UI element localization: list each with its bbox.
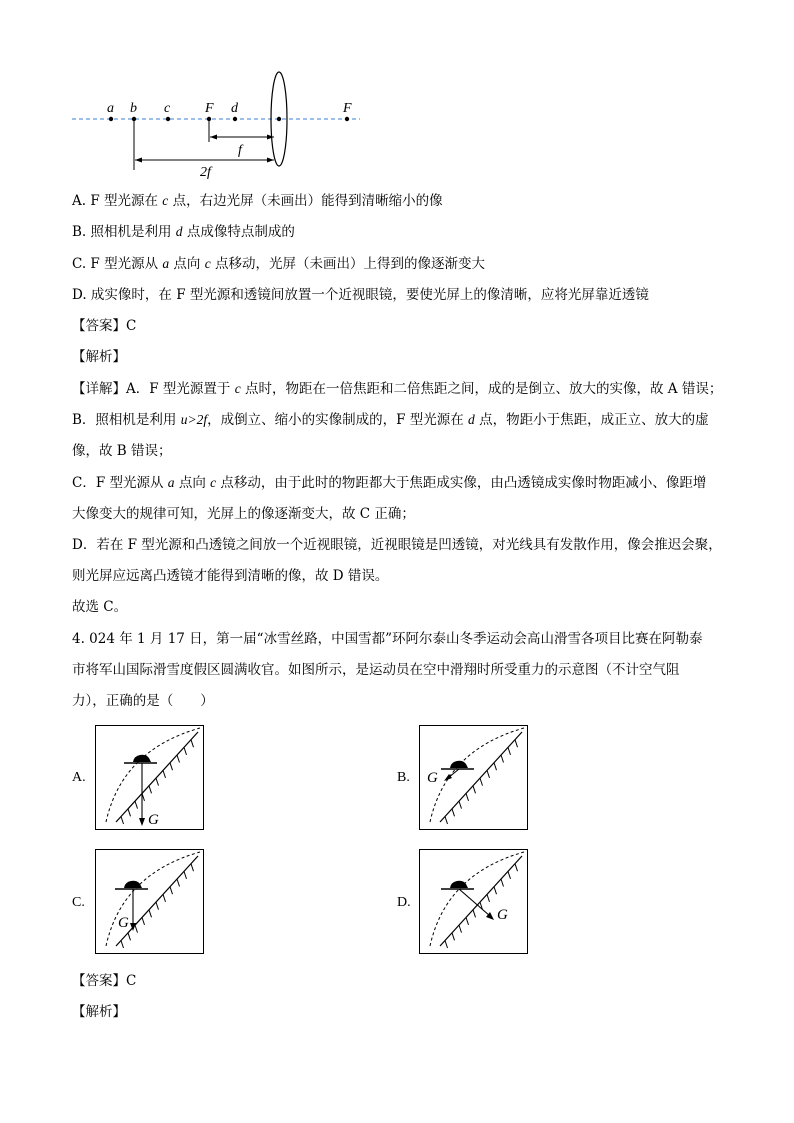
q4-option-a-drawing	[96, 726, 202, 828]
slope-hatch	[121, 864, 194, 948]
q3-detail-line-7: 则光屏应远离凸透镜才能得到清晰的像，故 D 错误。	[72, 568, 389, 584]
point-d	[233, 117, 237, 121]
q3-answer	[72, 317, 136, 335]
q4-stem-line-1: 4. 024 年 1 月 17 日，第一届“冰雪丝路，中国雪都”环阿尔泰山冬季运动会高山滑雪各项目比赛在阿勒泰	[72, 631, 703, 647]
q3-option-c-var-2: c	[204, 256, 211, 271]
q4-option-b-drawing	[420, 726, 526, 828]
label-a: a	[107, 101, 114, 116]
q3-detail-1a: 【详解】A．F 型光源置于	[72, 381, 235, 397]
q4-option-d-drawing	[420, 850, 526, 952]
q4-option-a-label: A.	[72, 770, 86, 785]
q3-detail-2b: ，成倒立、缩小的实像制成的，F 型光源在	[207, 412, 469, 428]
label-b: b	[130, 101, 137, 116]
q3-option-d	[72, 286, 649, 304]
two-f-arrow-left	[135, 158, 142, 163]
q3-detail-line-2	[72, 411, 709, 429]
skier-shape	[124, 881, 142, 888]
q3-option-a	[72, 192, 443, 210]
q3-answer-value: C	[126, 318, 137, 334]
q3-option-d-text: D. 成实像时，在 F 型光源和透镜间放置一个近视眼镜，要使光屏上的像清晰，应将光屏靠近透镜	[72, 287, 649, 303]
label-two-f: 2f	[200, 165, 211, 180]
skier-shape	[450, 881, 468, 888]
q4-analysis-label: 【解析】	[72, 1004, 126, 1020]
slope-hatch	[445, 864, 518, 948]
q4-option-c-label: C.	[72, 895, 85, 910]
label-f-right: F	[343, 101, 352, 116]
slope-line	[440, 732, 522, 822]
trajectory-curve	[106, 728, 200, 822]
q3-option-c-text-2: 点向	[169, 256, 205, 272]
q4-stem-line-3: 力），正确的是（ ）	[72, 693, 214, 709]
label-c: c	[164, 101, 171, 116]
q4-option-c-figure	[95, 849, 204, 954]
q4-answer-label: 【答案】	[72, 973, 126, 989]
q3-detail-2-var-2: d	[468, 412, 475, 427]
point-f-right	[345, 117, 349, 121]
slope-line	[116, 732, 198, 822]
gravity-label: G	[427, 770, 438, 786]
q3-detail-line-4	[72, 474, 706, 492]
q3-option-b	[72, 223, 295, 241]
q3-option-c-text-1: C. F 型光源从	[72, 256, 163, 272]
q3-detail-2a: B．照相机是利用	[72, 412, 181, 428]
label-f: f	[238, 143, 242, 158]
f-arrow-left	[210, 135, 217, 140]
gravity-arrowhead	[139, 818, 145, 826]
q3-option-c-var-1: a	[162, 256, 170, 271]
q4-answer-value: C	[126, 973, 137, 989]
q3-option-b-text-1: B. 照相机是利用	[72, 224, 176, 240]
q3-detail-4-var-2: c	[210, 475, 217, 490]
point-optical-center	[277, 117, 281, 121]
q3-option-c	[72, 255, 485, 273]
q4-stem-line-2: 市将军山国际滑雪度假区圆满收官。如图所示，是运动员在空中滑翔时所受重力的示意图（不计空气阻	[72, 662, 680, 678]
q3-option-a-text-1: A. F 型光源在	[72, 193, 163, 209]
q3-option-a-text-2: 点，右边光屏（未画出）能得到清晰缩小的像	[168, 193, 443, 209]
q3-detail-1b: 点时，物距在一倍焦距和二倍焦距之间，成的是倒立、放大的实像，故 A 错误；	[240, 381, 723, 397]
q3-option-c-text-3: 点移动，光屏（未画出）上得到的像逐渐变大	[210, 256, 486, 272]
q4-option-d-label: D.	[397, 895, 411, 910]
q3-detail-line-5: 大像变大的规律可知，光屏上的像逐渐变大，故 C 正确；	[72, 506, 415, 522]
slope-line	[440, 856, 522, 946]
trajectory-curve	[430, 728, 524, 822]
q3-answer-label: 【答案】	[72, 318, 126, 334]
point-a	[109, 117, 113, 121]
trajectory-curve	[430, 852, 524, 946]
q3-detail-4-var-1: a	[167, 475, 175, 490]
two-f-arrow-right	[267, 158, 274, 163]
q3-detail-4c: 点移动，由于此时的物距都大于焦距成实像，由凸透镜成实像时物距减小、像距增	[216, 475, 707, 491]
gravity-label: G	[148, 812, 159, 828]
q3-detail-line-3: 像，故 B 错误；	[72, 443, 172, 459]
q3-detail-2-var-1: u>2f	[180, 412, 208, 427]
gravity-label: G	[118, 915, 129, 931]
gravity-arrow	[459, 889, 490, 916]
q3-detail-4a: C．F 型光源从	[72, 475, 168, 491]
q3-detail-line-1	[72, 380, 722, 398]
q4-option-d-figure	[419, 849, 528, 954]
q3-option-a-var: c	[162, 193, 169, 208]
q4-option-a-figure	[95, 725, 204, 830]
q3-detail-line-8: 故选 C。	[72, 599, 128, 615]
q3-option-b-text-2: 点成像特点制成的	[182, 224, 295, 240]
gravity-label: G	[497, 907, 508, 923]
q4-option-c-drawing	[96, 850, 202, 952]
q4-option-b-label: B.	[397, 770, 410, 785]
q3-analysis-label: 【解析】	[72, 349, 126, 365]
q3-detail-4b: 点向	[174, 475, 211, 491]
q3-detail-2c: 点，物距小于焦距，成正立、放大的虚	[474, 412, 709, 428]
label-f-left: F	[205, 101, 214, 116]
trajectory-curve	[106, 852, 200, 946]
q3-option-b-var: d	[175, 224, 183, 239]
point-c	[166, 117, 170, 121]
q4-answer	[72, 972, 136, 990]
slope-hatch	[445, 740, 518, 824]
lens-diagram	[60, 62, 380, 182]
skier-shape	[133, 755, 151, 762]
f-arrow-right	[267, 135, 274, 140]
q3-detail-1-var: c	[234, 381, 241, 396]
slope-line	[116, 856, 198, 946]
label-d: d	[231, 101, 238, 116]
skier-shape	[450, 761, 468, 768]
q3-detail-line-6: D．若在 F 型光源和凸透镜之间放一个近视眼镜，近视眼镜是凹透镜，对光线具有发散作用，像会推迟会聚，	[72, 537, 722, 553]
q4-option-b-figure	[419, 725, 528, 830]
